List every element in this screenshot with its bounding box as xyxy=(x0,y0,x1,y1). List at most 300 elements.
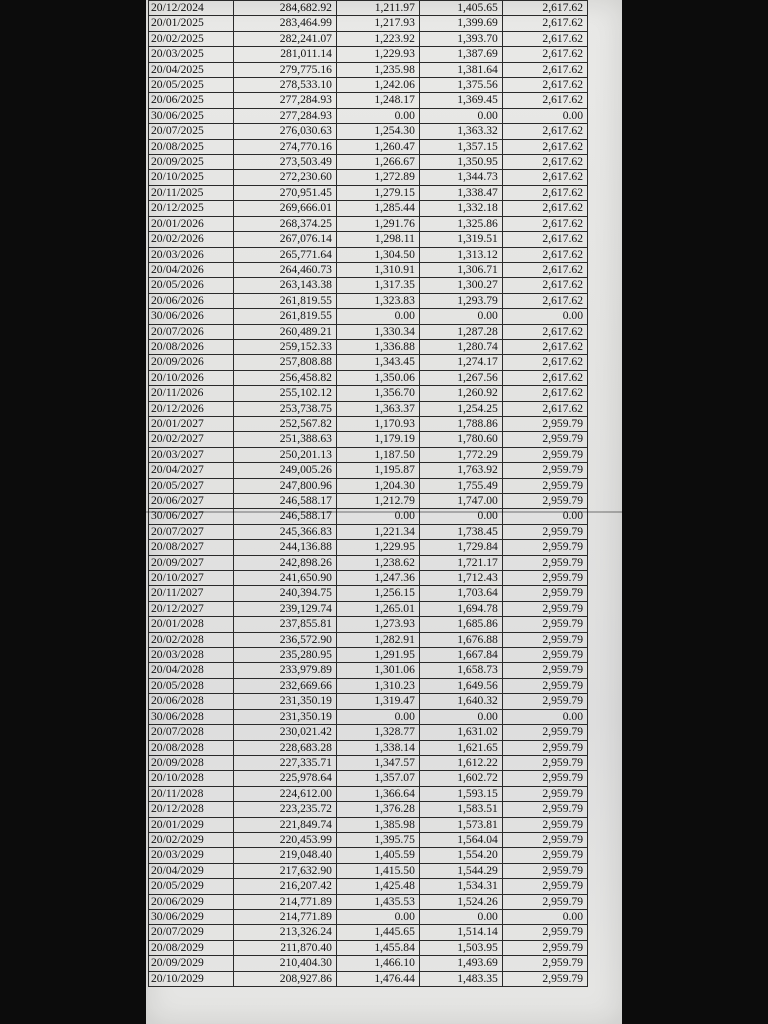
payment-cell: 0.00 xyxy=(502,509,587,524)
payment-cell: 2,959.79 xyxy=(502,802,587,817)
interest-cell: 1,544.29 xyxy=(419,863,502,878)
balance-cell: 247,800.96 xyxy=(234,478,337,493)
date-cell: 20/05/2028 xyxy=(149,678,234,693)
principal-cell: 1,395.75 xyxy=(336,832,419,847)
interest-cell: 1,503.95 xyxy=(419,940,502,955)
balance-cell: 283,464.99 xyxy=(234,16,337,31)
payment-cell: 2,959.79 xyxy=(502,971,587,986)
balance-cell: 220,453.99 xyxy=(234,832,337,847)
principal-cell: 1,266.67 xyxy=(336,155,419,170)
date-cell: 20/11/2026 xyxy=(149,386,234,401)
date-cell: 20/04/2027 xyxy=(149,463,234,478)
balance-cell: 213,326.24 xyxy=(234,925,337,940)
date-cell: 20/03/2028 xyxy=(149,648,234,663)
payment-cell: 2,617.62 xyxy=(502,31,587,46)
principal-cell: 1,179.19 xyxy=(336,432,419,447)
interest-cell: 1,658.73 xyxy=(419,663,502,678)
interest-cell: 0.00 xyxy=(419,309,502,324)
interest-cell: 1,667.84 xyxy=(419,648,502,663)
date-cell: 20/04/2028 xyxy=(149,663,234,678)
interest-cell: 1,514.14 xyxy=(419,925,502,940)
principal-cell: 1,455.84 xyxy=(336,940,419,955)
payment-cell: 2,617.62 xyxy=(502,324,587,339)
date-cell: 20/11/2027 xyxy=(149,586,234,601)
table-row xyxy=(149,386,588,401)
date-cell: 20/10/2025 xyxy=(149,170,234,185)
date-cell: 20/11/2025 xyxy=(149,185,234,200)
payment-cell: 2,959.79 xyxy=(502,478,587,493)
balance-cell: 225,978.64 xyxy=(234,771,337,786)
table-row xyxy=(149,709,588,724)
date-cell: 20/03/2029 xyxy=(149,848,234,863)
amortization-table xyxy=(148,0,588,987)
interest-cell: 1,649.56 xyxy=(419,678,502,693)
principal-cell: 1,415.50 xyxy=(336,863,419,878)
interest-cell: 1,564.04 xyxy=(419,832,502,847)
interest-cell: 1,685.86 xyxy=(419,617,502,632)
interest-cell: 1,583.51 xyxy=(419,802,502,817)
date-cell: 30/06/2027 xyxy=(149,509,234,524)
table-row xyxy=(149,170,588,185)
date-cell: 20/03/2026 xyxy=(149,247,234,262)
date-cell: 20/07/2029 xyxy=(149,925,234,940)
date-cell: 20/08/2026 xyxy=(149,339,234,354)
interest-cell: 1,738.45 xyxy=(419,524,502,539)
balance-cell: 272,230.60 xyxy=(234,170,337,185)
balance-cell: 223,235.72 xyxy=(234,802,337,817)
principal-cell: 1,291.95 xyxy=(336,648,419,663)
payment-cell: 2,617.62 xyxy=(502,185,587,200)
balance-cell: 261,819.55 xyxy=(234,293,337,308)
table-row xyxy=(149,447,588,462)
payment-cell: 2,959.79 xyxy=(502,832,587,847)
interest-cell: 1,640.32 xyxy=(419,694,502,709)
payment-cell: 2,617.62 xyxy=(502,339,587,354)
balance-cell: 240,394.75 xyxy=(234,586,337,601)
principal-cell: 1,317.35 xyxy=(336,278,419,293)
date-cell: 20/02/2026 xyxy=(149,232,234,247)
interest-cell: 1,267.56 xyxy=(419,370,502,385)
principal-cell: 1,217.93 xyxy=(336,16,419,31)
principal-cell: 1,466.10 xyxy=(336,956,419,971)
balance-cell: 284,682.92 xyxy=(234,1,337,16)
interest-cell: 1,763.92 xyxy=(419,463,502,478)
balance-cell: 255,102.12 xyxy=(234,386,337,401)
table-row xyxy=(149,62,588,77)
balance-cell: 216,207.42 xyxy=(234,879,337,894)
balance-cell: 210,404.30 xyxy=(234,956,337,971)
interest-cell: 1,300.27 xyxy=(419,278,502,293)
payment-cell: 2,959.79 xyxy=(502,848,587,863)
interest-cell: 1,405.65 xyxy=(419,1,502,16)
date-cell: 20/06/2027 xyxy=(149,494,234,509)
date-cell: 20/09/2029 xyxy=(149,956,234,971)
balance-cell: 208,927.86 xyxy=(234,971,337,986)
principal-cell: 1,273.93 xyxy=(336,617,419,632)
date-cell: 20/01/2025 xyxy=(149,16,234,31)
interest-cell: 1,287.28 xyxy=(419,324,502,339)
table-row xyxy=(149,817,588,832)
payment-cell: 2,617.62 xyxy=(502,370,587,385)
principal-cell: 1,238.62 xyxy=(336,555,419,570)
table-row xyxy=(149,16,588,31)
payment-cell: 2,959.79 xyxy=(502,771,587,786)
table-row xyxy=(149,863,588,878)
principal-cell: 1,187.50 xyxy=(336,447,419,462)
interest-cell: 1,747.00 xyxy=(419,494,502,509)
interest-cell: 0.00 xyxy=(419,909,502,924)
balance-cell: 242,898.26 xyxy=(234,555,337,570)
table-row xyxy=(149,370,588,385)
interest-cell: 1,772.29 xyxy=(419,447,502,462)
date-cell: 20/02/2025 xyxy=(149,31,234,46)
payment-cell: 2,959.79 xyxy=(502,648,587,663)
balance-cell: 246,588.17 xyxy=(234,509,337,524)
interest-cell: 1,694.78 xyxy=(419,601,502,616)
date-cell: 20/04/2029 xyxy=(149,863,234,878)
date-cell: 20/02/2029 xyxy=(149,832,234,847)
table-row xyxy=(149,740,588,755)
date-cell: 20/12/2028 xyxy=(149,802,234,817)
balance-cell: 267,076.14 xyxy=(234,232,337,247)
balance-cell: 277,284.93 xyxy=(234,93,337,108)
principal-cell: 1,338.14 xyxy=(336,740,419,755)
principal-cell: 1,476.44 xyxy=(336,971,419,986)
table-row xyxy=(149,894,588,909)
table-row xyxy=(149,771,588,786)
balance-cell: 214,771.89 xyxy=(234,894,337,909)
date-cell: 20/01/2028 xyxy=(149,617,234,632)
balance-cell: 263,143.38 xyxy=(234,278,337,293)
principal-cell: 1,323.83 xyxy=(336,293,419,308)
balance-cell: 277,284.93 xyxy=(234,108,337,123)
payment-cell: 2,959.79 xyxy=(502,555,587,570)
date-cell: 20/04/2026 xyxy=(149,262,234,277)
date-cell: 20/09/2026 xyxy=(149,355,234,370)
principal-cell: 1,247.36 xyxy=(336,571,419,586)
date-cell: 20/05/2029 xyxy=(149,879,234,894)
interest-cell: 1,554.20 xyxy=(419,848,502,863)
payment-cell: 2,617.62 xyxy=(502,201,587,216)
payment-cell: 2,959.79 xyxy=(502,786,587,801)
interest-cell: 1,612.22 xyxy=(419,755,502,770)
balance-cell: 273,503.49 xyxy=(234,155,337,170)
payment-cell: 0.00 xyxy=(502,309,587,324)
table-row xyxy=(149,725,588,740)
balance-cell: 219,048.40 xyxy=(234,848,337,863)
table-row xyxy=(149,555,588,570)
date-cell: 20/09/2025 xyxy=(149,155,234,170)
principal-cell: 1,223.92 xyxy=(336,31,419,46)
balance-cell: 274,770.16 xyxy=(234,139,337,154)
table-body xyxy=(149,1,588,987)
date-cell: 20/06/2026 xyxy=(149,293,234,308)
balance-cell: 261,819.55 xyxy=(234,309,337,324)
interest-cell: 1,712.43 xyxy=(419,571,502,586)
payment-cell: 2,617.62 xyxy=(502,78,587,93)
balance-cell: 217,632.90 xyxy=(234,863,337,878)
balance-cell: 231,350.19 xyxy=(234,709,337,724)
balance-cell: 227,335.71 xyxy=(234,755,337,770)
date-cell: 20/08/2028 xyxy=(149,740,234,755)
interest-cell: 1,621.65 xyxy=(419,740,502,755)
payment-cell: 2,959.79 xyxy=(502,416,587,431)
payment-cell: 2,617.62 xyxy=(502,232,587,247)
interest-cell: 1,387.69 xyxy=(419,47,502,62)
balance-cell: 246,588.17 xyxy=(234,494,337,509)
balance-cell: 253,738.75 xyxy=(234,401,337,416)
principal-cell: 1,254.30 xyxy=(336,124,419,139)
table-row xyxy=(149,93,588,108)
balance-cell: 256,458.82 xyxy=(234,370,337,385)
table-row xyxy=(149,278,588,293)
balance-cell: 239,129.74 xyxy=(234,601,337,616)
principal-cell: 1,285.44 xyxy=(336,201,419,216)
balance-cell: 252,567.82 xyxy=(234,416,337,431)
date-cell: 20/08/2027 xyxy=(149,540,234,555)
payment-cell: 2,617.62 xyxy=(502,170,587,185)
date-cell: 20/05/2026 xyxy=(149,278,234,293)
principal-cell: 1,195.87 xyxy=(336,463,419,478)
principal-cell: 1,170.93 xyxy=(336,416,419,431)
payment-cell: 2,617.62 xyxy=(502,62,587,77)
date-cell: 20/01/2026 xyxy=(149,216,234,231)
table-row xyxy=(149,571,588,586)
payment-cell: 2,959.79 xyxy=(502,617,587,632)
table-row xyxy=(149,909,588,924)
interest-cell: 1,534.31 xyxy=(419,879,502,894)
interest-cell: 1,483.35 xyxy=(419,971,502,986)
date-cell: 20/09/2027 xyxy=(149,555,234,570)
principal-cell: 1,356.70 xyxy=(336,386,419,401)
table-row xyxy=(149,786,588,801)
date-cell: 20/03/2027 xyxy=(149,447,234,462)
interest-cell: 0.00 xyxy=(419,509,502,524)
payment-cell: 2,617.62 xyxy=(502,93,587,108)
payment-cell: 0.00 xyxy=(502,709,587,724)
interest-cell: 1,274.17 xyxy=(419,355,502,370)
payment-cell: 2,617.62 xyxy=(502,124,587,139)
balance-cell: 257,808.88 xyxy=(234,355,337,370)
date-cell: 20/12/2025 xyxy=(149,201,234,216)
balance-cell: 211,870.40 xyxy=(234,940,337,955)
principal-cell: 1,229.93 xyxy=(336,47,419,62)
table-row xyxy=(149,185,588,200)
date-cell: 20/10/2029 xyxy=(149,971,234,986)
principal-cell: 1,366.64 xyxy=(336,786,419,801)
date-cell: 20/10/2026 xyxy=(149,370,234,385)
balance-cell: 236,572.90 xyxy=(234,632,337,647)
payment-cell: 2,959.79 xyxy=(502,601,587,616)
principal-cell: 1,221.34 xyxy=(336,524,419,539)
date-cell: 30/06/2029 xyxy=(149,909,234,924)
date-cell: 20/05/2025 xyxy=(149,78,234,93)
table-row xyxy=(149,540,588,555)
date-cell: 20/10/2028 xyxy=(149,771,234,786)
date-cell: 20/06/2025 xyxy=(149,93,234,108)
table-row xyxy=(149,309,588,324)
principal-cell: 1,385.98 xyxy=(336,817,419,832)
table-row xyxy=(149,879,588,894)
date-cell: 20/09/2028 xyxy=(149,755,234,770)
principal-cell: 1,336.88 xyxy=(336,339,419,354)
date-cell: 20/02/2028 xyxy=(149,632,234,647)
balance-cell: 231,350.19 xyxy=(234,694,337,709)
balance-cell: 250,201.13 xyxy=(234,447,337,462)
payment-cell: 2,617.62 xyxy=(502,47,587,62)
payment-cell: 2,617.62 xyxy=(502,216,587,231)
balance-cell: 228,683.28 xyxy=(234,740,337,755)
principal-cell: 0.00 xyxy=(336,909,419,924)
principal-cell: 1,319.47 xyxy=(336,694,419,709)
payment-cell: 2,959.79 xyxy=(502,678,587,693)
payment-cell: 2,959.79 xyxy=(502,940,587,955)
table-row xyxy=(149,956,588,971)
payment-cell: 2,959.79 xyxy=(502,740,587,755)
balance-cell: 281,011.14 xyxy=(234,47,337,62)
printed-page xyxy=(146,0,622,1024)
date-cell: 30/06/2025 xyxy=(149,108,234,123)
table-row xyxy=(149,201,588,216)
principal-cell: 1,343.45 xyxy=(336,355,419,370)
principal-cell: 0.00 xyxy=(336,709,419,724)
table-row xyxy=(149,971,588,986)
principal-cell: 1,435.53 xyxy=(336,894,419,909)
principal-cell: 1,256.15 xyxy=(336,586,419,601)
table-row xyxy=(149,432,588,447)
balance-cell: 230,021.42 xyxy=(234,725,337,740)
balance-cell: 270,951.45 xyxy=(234,185,337,200)
payment-cell: 2,617.62 xyxy=(502,386,587,401)
interest-cell: 1,399.69 xyxy=(419,16,502,31)
interest-cell: 1,631.02 xyxy=(419,725,502,740)
payment-cell: 2,959.79 xyxy=(502,925,587,940)
interest-cell: 1,293.79 xyxy=(419,293,502,308)
principal-cell: 1,328.77 xyxy=(336,725,419,740)
balance-cell: 264,460.73 xyxy=(234,262,337,277)
date-cell: 20/06/2029 xyxy=(149,894,234,909)
interest-cell: 0.00 xyxy=(419,709,502,724)
interest-cell: 1,260.92 xyxy=(419,386,502,401)
balance-cell: 235,280.95 xyxy=(234,648,337,663)
interest-cell: 1,357.15 xyxy=(419,139,502,154)
principal-cell: 1,363.37 xyxy=(336,401,419,416)
payment-cell: 2,617.62 xyxy=(502,16,587,31)
date-cell: 20/07/2025 xyxy=(149,124,234,139)
table-row xyxy=(149,108,588,123)
table-row xyxy=(149,632,588,647)
date-cell: 20/11/2028 xyxy=(149,786,234,801)
table-row xyxy=(149,755,588,770)
date-cell: 20/12/2027 xyxy=(149,601,234,616)
payment-cell: 2,959.79 xyxy=(502,540,587,555)
balance-cell: 265,771.64 xyxy=(234,247,337,262)
interest-cell: 1,375.56 xyxy=(419,78,502,93)
payment-cell: 2,959.79 xyxy=(502,524,587,539)
table-row xyxy=(149,324,588,339)
principal-cell: 1,310.23 xyxy=(336,678,419,693)
interest-cell: 1,573.81 xyxy=(419,817,502,832)
interest-cell: 1,363.32 xyxy=(419,124,502,139)
table-row xyxy=(149,339,588,354)
principal-cell: 1,350.06 xyxy=(336,370,419,385)
payment-cell: 2,959.79 xyxy=(502,755,587,770)
interest-cell: 1,755.49 xyxy=(419,478,502,493)
balance-cell: 224,612.00 xyxy=(234,786,337,801)
balance-cell: 237,855.81 xyxy=(234,617,337,632)
balance-cell: 245,366.83 xyxy=(234,524,337,539)
payment-cell: 2,959.79 xyxy=(502,956,587,971)
balance-cell: 260,489.21 xyxy=(234,324,337,339)
principal-cell: 1,445.65 xyxy=(336,925,419,940)
balance-cell: 251,388.63 xyxy=(234,432,337,447)
principal-cell: 1,272.89 xyxy=(336,170,419,185)
principal-cell: 1,291.76 xyxy=(336,216,419,231)
date-cell: 20/05/2027 xyxy=(149,478,234,493)
date-cell: 20/12/2024 xyxy=(149,1,234,16)
date-cell: 20/04/2025 xyxy=(149,62,234,77)
principal-cell: 1,265.01 xyxy=(336,601,419,616)
principal-cell: 0.00 xyxy=(336,509,419,524)
interest-cell: 1,325.86 xyxy=(419,216,502,231)
table-row xyxy=(149,524,588,539)
balance-cell: 276,030.63 xyxy=(234,124,337,139)
principal-cell: 1,347.57 xyxy=(336,755,419,770)
interest-cell: 1,676.88 xyxy=(419,632,502,647)
principal-cell: 1,212.79 xyxy=(336,494,419,509)
payment-cell: 2,959.79 xyxy=(502,494,587,509)
payment-cell: 2,617.62 xyxy=(502,1,587,16)
balance-cell: 241,650.90 xyxy=(234,571,337,586)
principal-cell: 1,260.47 xyxy=(336,139,419,154)
table-row xyxy=(149,31,588,46)
principal-cell: 1,310.91 xyxy=(336,262,419,277)
page-fold xyxy=(146,511,622,513)
payment-cell: 2,959.79 xyxy=(502,632,587,647)
table-row xyxy=(149,1,588,16)
principal-cell: 1,279.15 xyxy=(336,185,419,200)
table-row xyxy=(149,925,588,940)
principal-cell: 0.00 xyxy=(336,108,419,123)
interest-cell: 1,393.70 xyxy=(419,31,502,46)
interest-cell: 1,524.26 xyxy=(419,894,502,909)
balance-cell: 249,005.26 xyxy=(234,463,337,478)
table-row xyxy=(149,232,588,247)
principal-cell: 1,405.59 xyxy=(336,848,419,863)
date-cell: 20/02/2027 xyxy=(149,432,234,447)
payment-cell: 2,617.62 xyxy=(502,293,587,308)
table-row xyxy=(149,848,588,863)
balance-cell: 233,979.89 xyxy=(234,663,337,678)
balance-cell: 221,849.74 xyxy=(234,817,337,832)
date-cell: 20/01/2029 xyxy=(149,817,234,832)
payment-cell: 2,959.79 xyxy=(502,725,587,740)
table-row xyxy=(149,247,588,262)
principal-cell: 1,330.34 xyxy=(336,324,419,339)
principal-cell: 1,229.95 xyxy=(336,540,419,555)
interest-cell: 1,319.51 xyxy=(419,232,502,247)
payment-cell: 2,959.79 xyxy=(502,432,587,447)
table-row xyxy=(149,47,588,62)
interest-cell: 1,593.15 xyxy=(419,786,502,801)
interest-cell: 1,721.17 xyxy=(419,555,502,570)
table-row xyxy=(149,648,588,663)
table-row xyxy=(149,78,588,93)
principal-cell: 1,204.30 xyxy=(336,478,419,493)
table-row xyxy=(149,124,588,139)
payment-cell: 2,617.62 xyxy=(502,278,587,293)
interest-cell: 1,280.74 xyxy=(419,339,502,354)
